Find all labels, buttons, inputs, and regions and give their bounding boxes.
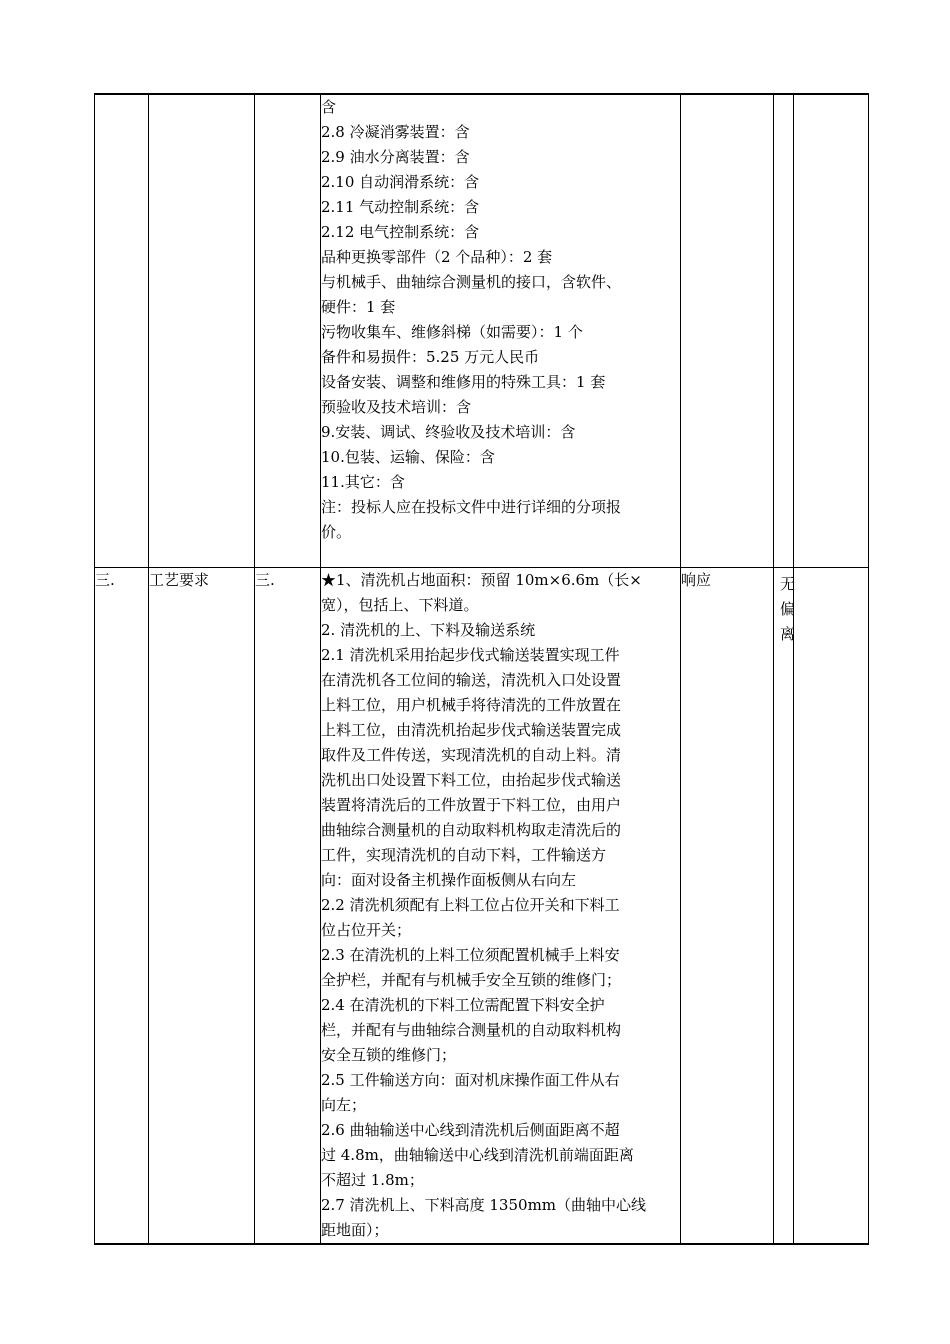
content-line: 备件和易损件：5.25 万元人民币 bbox=[321, 348, 540, 366]
remark-cell bbox=[794, 94, 869, 568]
item-label: 工艺要求 bbox=[149, 571, 210, 589]
content-line: 2.10 自动润滑系统：含 bbox=[321, 173, 480, 191]
content-line: 2.4 在清洗机的下料工位需配置下料安全护 bbox=[321, 996, 605, 1014]
content-line: 预验收及技术培训：含 bbox=[321, 398, 472, 416]
content-line: 11.其它：含 bbox=[321, 473, 405, 491]
content-line: 品种更换零部件（2 个品种）：2 套 bbox=[321, 248, 553, 266]
content-line: 2.5 工件输送方向：面对机床操作面工件从右 bbox=[321, 1071, 620, 1089]
item-cell bbox=[149, 94, 255, 568]
content-line: 不超过 1.8m； bbox=[321, 1171, 424, 1189]
content-line: 宽），包括上、下料道。 bbox=[321, 596, 479, 614]
response-cell bbox=[681, 94, 774, 568]
content-line: 污物收集车、维修斜梯（如需要）：1 个 bbox=[321, 323, 583, 341]
seq-cell bbox=[95, 568, 149, 1245]
content-line: 上料工位，用户机械手将待清洗的工件放置在 bbox=[321, 696, 622, 714]
deviation-char: 偏 bbox=[780, 600, 796, 618]
content-line: 2.2 清洗机须配有上料工位占位开关和下料工 bbox=[321, 896, 620, 914]
index-cell bbox=[255, 568, 321, 1245]
deviation-char: 无 bbox=[780, 575, 796, 593]
content-line: 上料工位，由清洗机抬起步伐式输送装置完成 bbox=[321, 721, 622, 739]
content-line: 取件及工件传送，实现清洗机的自动上料。清 bbox=[321, 746, 622, 764]
content-line: ★1、清洗机占地面积：预留 10m×6.6m（长× bbox=[321, 571, 642, 589]
content-line: 2.6 曲轴输送中心线到清洗机后侧面距离不超 bbox=[321, 1121, 620, 1139]
content-line: 2.1 清洗机采用抬起步伐式输送装置实现工件 bbox=[321, 646, 620, 664]
index-cell bbox=[255, 94, 321, 568]
content-line: 2.9 油水分离装置：含 bbox=[321, 148, 470, 166]
content-line: 在清洗机各工位间的输送，清洗机入口处设置 bbox=[321, 671, 622, 689]
content-line: 2. 清洗机的上、下料及输送系统 bbox=[321, 621, 536, 639]
table-row-process bbox=[95, 568, 869, 1245]
item-cell bbox=[149, 568, 255, 1245]
content-line: 9.安装、调试、终验收及技术培训：含 bbox=[321, 423, 576, 441]
deviation-cell bbox=[774, 568, 794, 1245]
content-line: 2.7 清洗机上、下料高度 1350mm（曲轴中心线 bbox=[321, 1196, 647, 1214]
content-line: 10.包装、运输、保险：含 bbox=[321, 448, 495, 466]
content-line: 安全互锁的维修门； bbox=[321, 1046, 457, 1064]
content-line: 2.11 气动控制系统：含 bbox=[321, 198, 480, 216]
content-line: 价。 bbox=[321, 523, 352, 541]
content-line: 向：面对设备主机操作面板侧从右向左 bbox=[321, 871, 577, 889]
content-line: 位占位开关； bbox=[321, 921, 412, 939]
content-line: 设备安装、调整和维修用的特殊工具：1 套 bbox=[321, 373, 606, 391]
content-line: 距地面）； bbox=[321, 1221, 389, 1239]
content-line: 硬件：1 套 bbox=[321, 298, 396, 316]
content-line: 2.3 在清洗机的上料工位须配置机械手上料安 bbox=[321, 946, 620, 964]
spec-table bbox=[94, 93, 869, 1245]
deviation-char: 离 bbox=[780, 625, 796, 643]
content-line: 栏，并配有与曲轴综合测量机的自动取料机构 bbox=[321, 1021, 622, 1039]
content-cell bbox=[321, 94, 681, 568]
content-line: 与机械手、曲轴综合测量机的接口，含软件、 bbox=[321, 273, 622, 291]
remark-cell bbox=[794, 568, 869, 1245]
content-line: 装置将清洗后的工件放置于下料工位，由用户 bbox=[321, 796, 622, 814]
deviation-cell bbox=[774, 94, 794, 568]
content-line: 含 bbox=[321, 98, 337, 116]
content-line: 2.12 电气控制系统：含 bbox=[321, 223, 480, 241]
content-line: 曲轴综合测量机的自动取料机构取走清洗后的 bbox=[321, 821, 622, 839]
response-label: 响应 bbox=[681, 571, 712, 589]
index-label: 三. bbox=[255, 571, 275, 589]
seq-label: 三. bbox=[95, 571, 115, 589]
seq-cell bbox=[95, 94, 149, 568]
content-line: 工件，实现清洗机的自动下料，工件输送方 bbox=[321, 846, 607, 864]
content-cell bbox=[321, 568, 681, 1245]
content-line: 洗机出口处设置下料工位，由抬起步伐式输送 bbox=[321, 771, 622, 789]
table-row-continuation bbox=[95, 94, 869, 568]
content-line: 注：投标人应在投标文件中进行详细的分项报 bbox=[321, 498, 622, 516]
content-line: 向左； bbox=[321, 1096, 367, 1114]
content-line: 全护栏，并配有与机械手安全互锁的维修门； bbox=[321, 971, 622, 989]
content-line: 2.8 冷凝消雾装置：含 bbox=[321, 123, 470, 141]
response-cell bbox=[681, 568, 774, 1245]
content-line: 过 4.8m，曲轴输送中心线到清洗机前端面距离 bbox=[321, 1146, 634, 1164]
